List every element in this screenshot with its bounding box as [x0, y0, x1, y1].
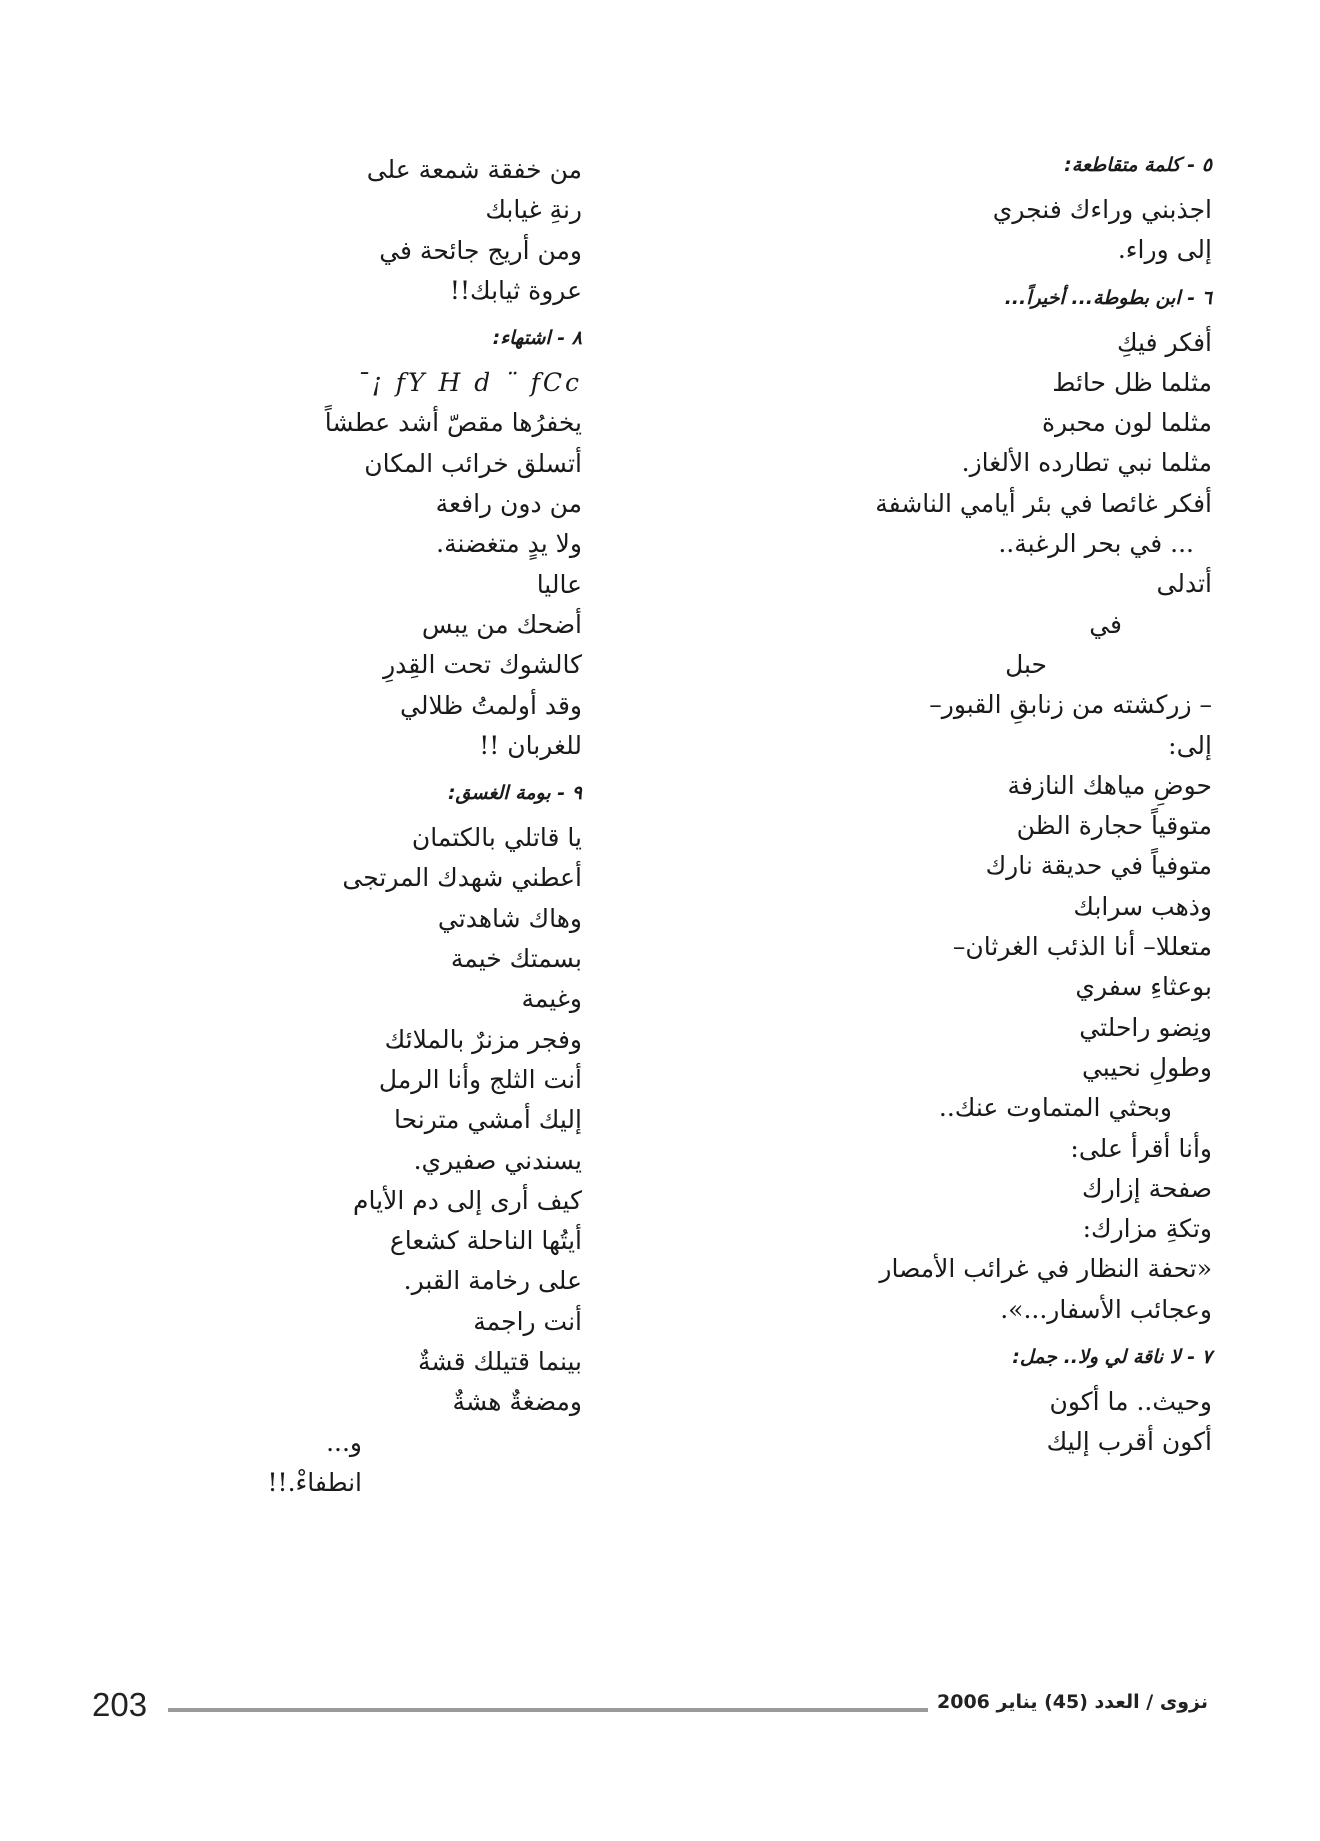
poem-line: أيتُها الناحلة كشعاع — [389, 1226, 582, 1256]
section-heading: ٨ - اشتهاء: — [492, 327, 582, 350]
poem-line: متوفياً في حديقة نارك — [985, 851, 1212, 881]
poem-line: – زركشته من زنابقِ القبور– — [929, 690, 1212, 720]
poem-line: حوضِ مياهك النازفة — [1007, 770, 1212, 800]
section-heading: ٧ - لا ناقة لي ولا.. جمل: — [1012, 1346, 1212, 1369]
poem-line: حبل — [1005, 649, 1047, 679]
section-heading: ٦ - ابن بطوطة... أخيراً... — [1004, 286, 1212, 309]
poem-line: صفحة إزارك — [1081, 1173, 1212, 1203]
poem-line: وحيث.. ما أكون — [1049, 1387, 1212, 1417]
poem-line: وفجر مزنرٌ بالملائك — [384, 1024, 582, 1054]
poem-line: مثلما نبي تطارده الألغاز. — [961, 448, 1212, 478]
poem-line: للغربان !! — [479, 730, 582, 760]
poem-line: أعطني شهدك المرتجى — [342, 863, 582, 893]
poem-line: متوقياً حجارة الظن — [1016, 811, 1212, 841]
poem-line: وأنا أقرأ على: — [1070, 1133, 1212, 1163]
poem-line: عروة ثيابك!! — [449, 275, 582, 305]
poem-line: و... — [326, 1427, 362, 1457]
poem-line: ¯¡ fY H d ¨ fCc — [356, 368, 582, 398]
poem-line: ولا يدٍ متغضنة. — [436, 529, 582, 559]
poem-line: وبحثي المتماوت عنك.. — [938, 1093, 1172, 1123]
poem-line: وطولِ نحيبي — [1081, 1052, 1212, 1082]
poem-line: كيف أرى إلى دم الأيام — [353, 1185, 582, 1215]
poem-line: أتدلى — [1156, 569, 1212, 599]
section-heading: ٥ - كلمة متقاطعة: — [1064, 154, 1212, 176]
poem-line: وعجائب الأسفار...». — [1000, 1294, 1212, 1324]
poem-line: ومضغةٌ هشةٌ — [452, 1387, 582, 1417]
poem-line: مثلما لون محبرة — [1041, 408, 1212, 438]
poem-line: انطفاءْ.!! — [267, 1467, 362, 1497]
poem-line: أتسلق خرائب المكان — [364, 448, 582, 478]
footer-rule — [168, 1708, 928, 1712]
poem-line: وهاك شاهدتي — [437, 903, 582, 933]
poem-line: عاليا — [536, 569, 582, 599]
page-number: 203 — [92, 1686, 148, 1723]
poem-line: من دون رافعة — [435, 489, 582, 519]
poem-line: أنت راجمة — [473, 1306, 582, 1336]
poem-line: يخفرُها مقصّ أشد عطشاً — [324, 408, 582, 438]
section-heading: ٩ - بومة الغسق: — [447, 782, 582, 805]
poem-line: «تحفة النظار في غرائب الأمصار — [879, 1254, 1212, 1284]
page-footer — [0, 1686, 1320, 1730]
poem-line: وغيمة — [521, 984, 582, 1014]
poem-line: وقد أولمتُ ظلالي — [400, 690, 582, 720]
issue-info: نزوى / العدد (45) يناير 2006 — [937, 1691, 1208, 1713]
poem-line: أفكر غائصا في بئر أيامي الناشفة — [875, 488, 1212, 518]
poem-line: متعللا– أنا الذئب الغرثان– — [952, 932, 1212, 962]
poem-line: أضحك من يبس — [421, 609, 582, 639]
poem-line: مثلما ظل حائط — [1052, 367, 1212, 397]
poem-line: إلى: — [1168, 730, 1212, 760]
poem-line: على رخامة القبر. — [403, 1266, 582, 1296]
poem-line: من خفقة شمعة على — [366, 155, 582, 184]
poem-line: أفكر فيكِ — [1116, 327, 1212, 357]
poem-line: بينما قتيلك قشةٌ — [417, 1347, 582, 1377]
poem-line: يسندني صفيري. — [413, 1145, 582, 1175]
poem-line: وتكةِ مزارك: — [1082, 1214, 1212, 1244]
poem-line: كالشوك تحت القِدرِ — [383, 650, 582, 680]
right-poem-column — [652, 150, 1212, 1463]
poem-line: ... في بحر الرغبة.. — [998, 529, 1194, 559]
poem-line: أكون أقرب إليك — [1046, 1427, 1212, 1457]
poem-line: يا قاتلي بالكتمان — [411, 823, 582, 853]
poem-line: أنت الثلج وأنا الرمل — [378, 1064, 582, 1094]
poem-line: اجذبني وراءك فنجري — [992, 195, 1212, 224]
poem-line: رنةِ غيابك — [485, 195, 582, 225]
left-poem-column — [102, 150, 582, 1503]
poem-line: ونِضو راحلتي — [1079, 1012, 1212, 1042]
poem-line: وذهب سرابك — [1073, 891, 1212, 921]
poem-line: بسمتك خيمة — [450, 944, 582, 974]
poem-line: في — [1089, 609, 1122, 639]
poem-line: ومن أريج جائحة في — [379, 235, 582, 265]
poem-line: إلى وراء. — [1117, 235, 1212, 265]
poem-line: بوعثاءِ سفري — [1075, 972, 1212, 1002]
poem-line: إليك أمشي مترنحا — [394, 1105, 582, 1135]
